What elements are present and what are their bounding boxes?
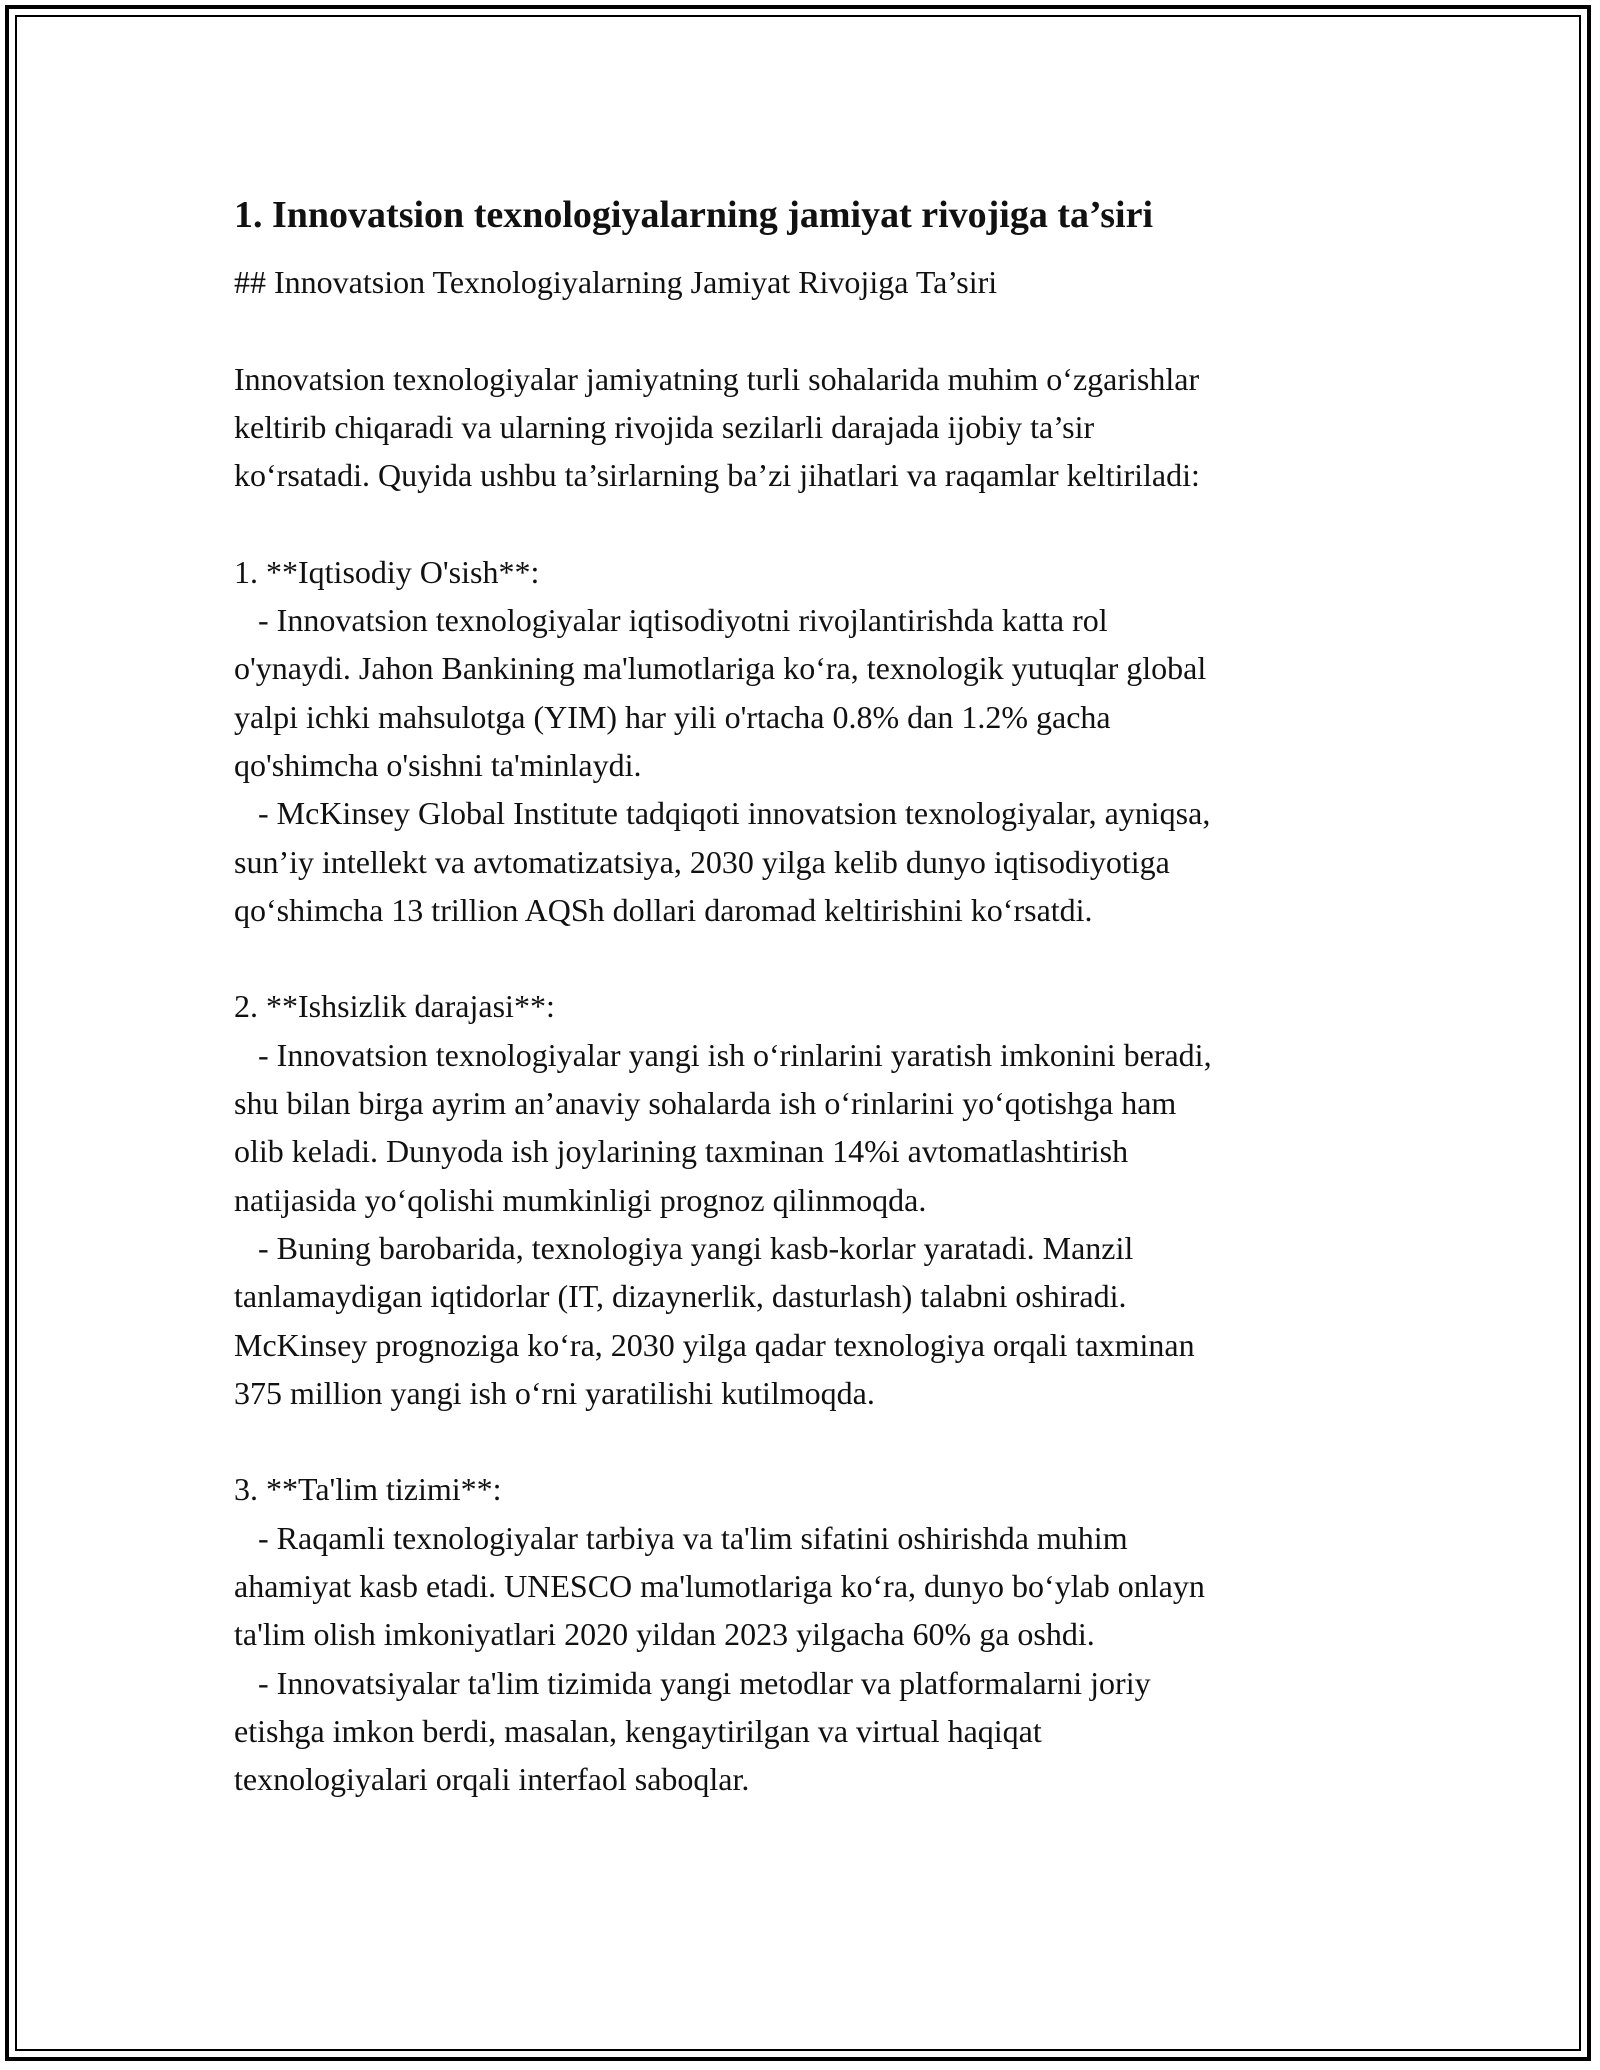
text-line: keltirib chiqaradi va ularning rivojida sezilarli darajada ijobiy ta’sir [234,408,1095,445]
text-line: 3. **Ta'lim tizimi**: [234,1471,502,1508]
text-line: - Innovatsion texnologiyalar iqtisodiyotni rivojlantirishda katta rol [234,602,1108,639]
text-line: ahamiyat kasb etadi. UNESCO ma'lumotlariga ko‘ra, dunyo bo‘ylab onlayn [234,1568,1205,1605]
text-line: o'ynaydi. Jahon Bankining ma'lumotlariga ko‘ra, texnologik yutuqlar global [234,650,1207,687]
text-line: olib keladi. Dunyoda ish joylarining taxminan 14%i avtomatlashtirish [234,1133,1129,1170]
text-line: texnologiyalari orqali interfaol saboqlar. [234,1761,750,1798]
blank-line [234,306,1374,354]
text-line: ko‘rsatadi. Quyida ushbu ta’sirlarning ba’zi jihatlari va raqamlar keltiriladi: [234,457,1200,494]
text-line: Innovatsion texnologiyalar jamiyatning turli sohalarida muhim o‘zgarishlar [234,360,1200,397]
text-line: 375 million yangi ish o‘rni yaratilishi kutilmoqda. [234,1374,875,1411]
text-line: - McKinsey Global Institute tadqiqoti innovatsion texnologiyalar, ayniqsa, [234,795,1211,832]
document-title: 1. Innovatsion texnologiyalarning jamiyat rivojiga ta’siri [234,194,1154,236]
text-line: ## Innovatsion Texnologiyalarning Jamiyat Rivojiga Ta’siri [234,264,998,300]
document-text [234,258,1374,1804]
text-line: 2. **Ishsizlik darajasi**: [234,988,555,1025]
text-line: shu bilan birga ayrim an’anaviy sohalarda ish o‘rinlarini yo‘qotishga ham [234,1085,1177,1122]
text-line: ta'lim olish imkoniyatlari 2020 yildan 2023 yilgacha 60% ga oshdi. [234,1616,1095,1653]
text-line: - Innovatsion texnologiyalar yangi ish o‘rinlarini yaratish imkonini beradi, [234,1036,1212,1073]
text-line: tanlamaydigan iqtidorlar (IT, dizaynerlik, dasturlash) talabni oshiradi. [234,1278,1127,1315]
text-line: etishga imkon berdi, masalan, kengaytirilgan va virtual haqiqat [234,1712,1042,1749]
text-line: 1. **Iqtisodiy O'sish**: [234,553,540,590]
blank-line [234,1417,1374,1465]
text-line: natijasida yo‘qolishi mumkinligi prognoz qilinmoqda. [234,1181,927,1218]
document-body [234,188,1374,1804]
text-line: yalpi ichki mahsulotga (YIM) har yili o'rtacha 0.8% dan 1.2% gacha [234,698,1111,735]
blank-line [234,499,1374,547]
text-line: - Raqamli texnologiyalar tarbiya va ta'lim sifatini oshirishda muhim [234,1519,1128,1556]
text-line: qo‘shimcha 13 trillion AQSh dollari daromad keltirishini ko‘rsatdi. [234,891,1093,928]
text-line: qo'shimcha o'sishni ta'minlaydi. [234,746,642,783]
blank-line [234,934,1374,982]
text-line: - Innovatsiyalar ta'lim tizimida yangi metodlar va platformalarni joriy [234,1664,1151,1701]
text-line: sun’iy intellekt va avtomatizatsiya, 2030 yilga kelib dunyo iqtisodiyotiga [234,843,1170,880]
text-line: - Buning barobarida, texnologiya yangi kasb-korlar yaratadi. Manzil [234,1229,1134,1266]
text-line: McKinsey prognoziga ko‘ra, 2030 yilga qadar texnologiya orqali taxminan [234,1326,1195,1363]
